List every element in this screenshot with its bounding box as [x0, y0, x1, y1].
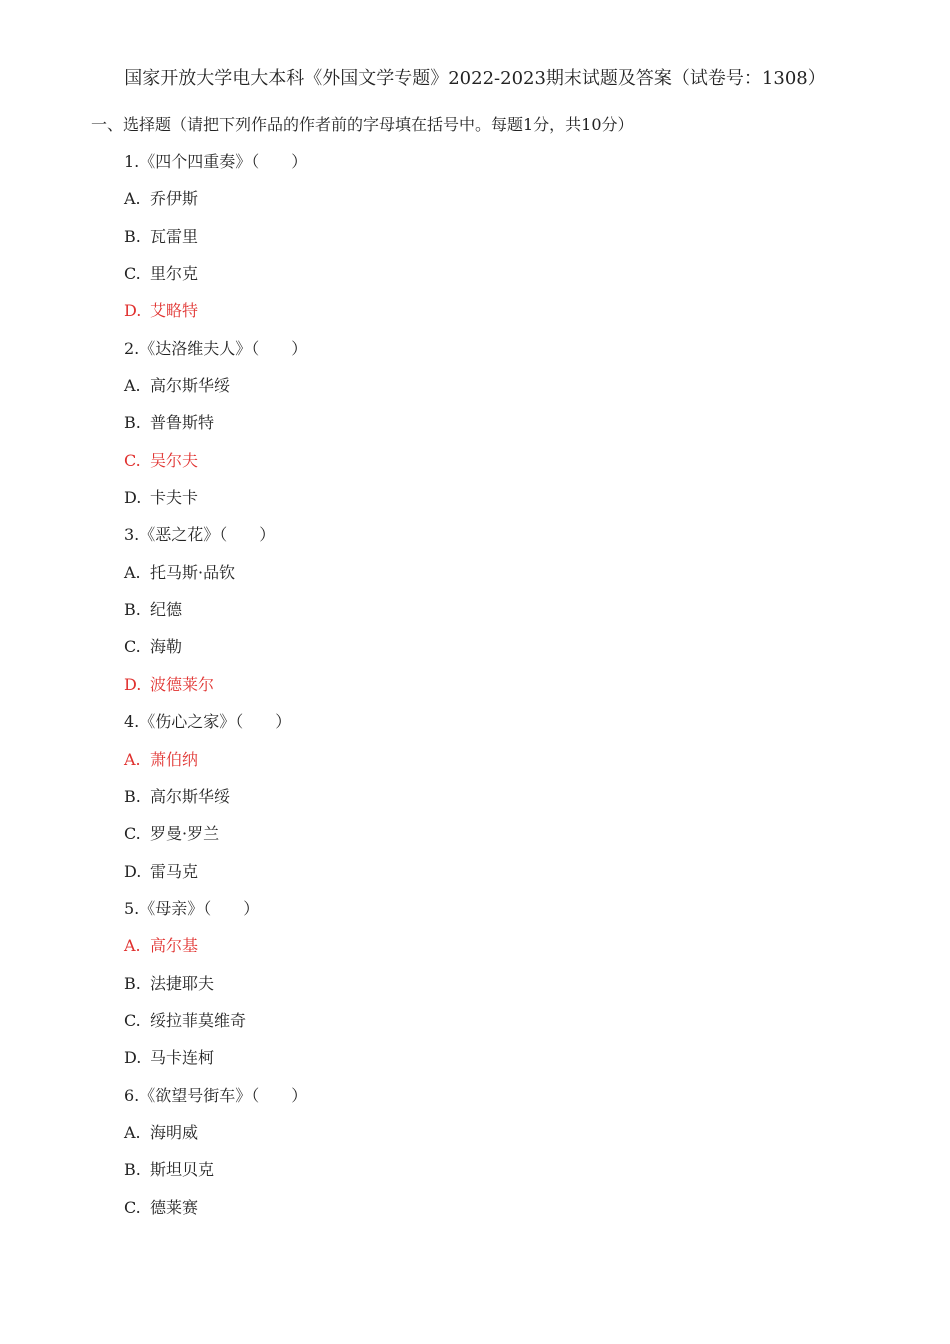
- option-text: 高尔斯华绥: [150, 786, 231, 806]
- option-letter: C.: [124, 264, 141, 284]
- option-letter: A.: [124, 189, 141, 209]
- option-text: 德莱赛: [150, 1197, 199, 1217]
- answer-option: [124, 783, 307, 820]
- section-heading: 一、选择题（请把下列作品的作者前的字母填在括号中。每题1分，共10分）: [91, 115, 634, 134]
- answer-option: [124, 1156, 307, 1193]
- answer-option: [124, 260, 307, 297]
- question-stem: 6.《欲望号街车》（ ）: [124, 1085, 308, 1105]
- question-stem: 1.《四个四重奏》（ ）: [124, 152, 308, 171]
- option-letter: B.: [124, 1160, 141, 1180]
- question-list: [124, 148, 307, 1231]
- option-text: 马卡连柯: [150, 1048, 215, 1068]
- option-text: 萧伯纳: [150, 749, 199, 769]
- answer-option-correct: [124, 447, 307, 484]
- option-letter: B.: [124, 413, 141, 433]
- option-text: 托马斯·品钦: [150, 562, 236, 582]
- option-letter: B.: [124, 786, 141, 806]
- answer-option: [124, 1119, 307, 1156]
- answer-option: [124, 223, 307, 260]
- option-letter: A.: [124, 376, 141, 396]
- option-letter: A.: [124, 936, 141, 956]
- option-letter: A.: [124, 562, 141, 582]
- answer-option: [124, 1007, 307, 1044]
- question-stem: 2.《达洛维夫人》（ ）: [124, 338, 308, 358]
- option-text: 普鲁斯特: [150, 413, 215, 433]
- option-letter: C.: [124, 450, 141, 470]
- answer-option: [124, 409, 307, 446]
- question-stem: 3.《恶之花》（ ）: [124, 525, 276, 545]
- answer-option: [124, 484, 307, 521]
- option-letter: D.: [124, 488, 142, 508]
- option-text: 雷马克: [150, 861, 199, 881]
- option-letter: D.: [124, 861, 142, 881]
- option-text: 斯坦贝克: [150, 1160, 215, 1180]
- option-text: 法捷耶夫: [150, 973, 215, 993]
- option-letter: C.: [124, 1197, 141, 1217]
- answer-option: [124, 372, 307, 409]
- option-letter: B.: [124, 600, 141, 620]
- option-text: 卡夫卡: [150, 488, 199, 508]
- option-text: 艾略特: [150, 301, 199, 321]
- option-letter: D.: [124, 1048, 142, 1068]
- answer-option-correct: [124, 297, 307, 334]
- answer-option-correct: [124, 932, 307, 969]
- option-text: 瓦雷里: [150, 226, 199, 246]
- answer-option: [124, 820, 307, 857]
- question-stem: 5.《母亲》（ ）: [124, 898, 260, 918]
- option-letter: C.: [124, 1010, 141, 1030]
- option-letter: B.: [124, 226, 141, 246]
- option-letter: C.: [124, 637, 141, 657]
- option-text: 里尔克: [150, 264, 199, 284]
- option-text: 绥拉菲莫维奇: [150, 1010, 247, 1030]
- option-letter: B.: [124, 973, 141, 993]
- option-letter: D.: [124, 301, 142, 321]
- option-text: 波德莱尔: [150, 674, 215, 694]
- answer-option: [124, 970, 307, 1007]
- option-text: 高尔斯华绥: [150, 376, 231, 396]
- answer-option: [124, 633, 307, 670]
- option-letter: A.: [124, 1122, 141, 1142]
- option-text: 乔伊斯: [150, 189, 199, 209]
- option-text: 罗曼·罗兰: [150, 824, 220, 844]
- answer-option: [124, 858, 307, 895]
- answer-option: [124, 1044, 307, 1081]
- answer-option: [124, 559, 307, 596]
- option-letter: C.: [124, 824, 141, 844]
- answer-option: [124, 1194, 307, 1231]
- answer-option: [124, 596, 307, 633]
- option-text: 吴尔夫: [150, 450, 199, 470]
- answer-option-correct: [124, 671, 307, 708]
- question-stem: 4.《伤心之家》（ ）: [124, 712, 292, 732]
- option-text: 海勒: [150, 637, 183, 657]
- page-title: 国家开放大学电大本科《外国文学专题》2022-2023期末试题及答案（试卷号：1308）: [124, 68, 826, 89]
- option-letter: D.: [124, 674, 142, 694]
- option-text: 纪德: [150, 600, 183, 620]
- answer-option-correct: [124, 746, 307, 783]
- answer-option: [124, 185, 307, 222]
- option-letter: A.: [124, 749, 141, 769]
- option-text: 海明威: [150, 1122, 199, 1142]
- option-text: 高尔基: [150, 936, 199, 956]
